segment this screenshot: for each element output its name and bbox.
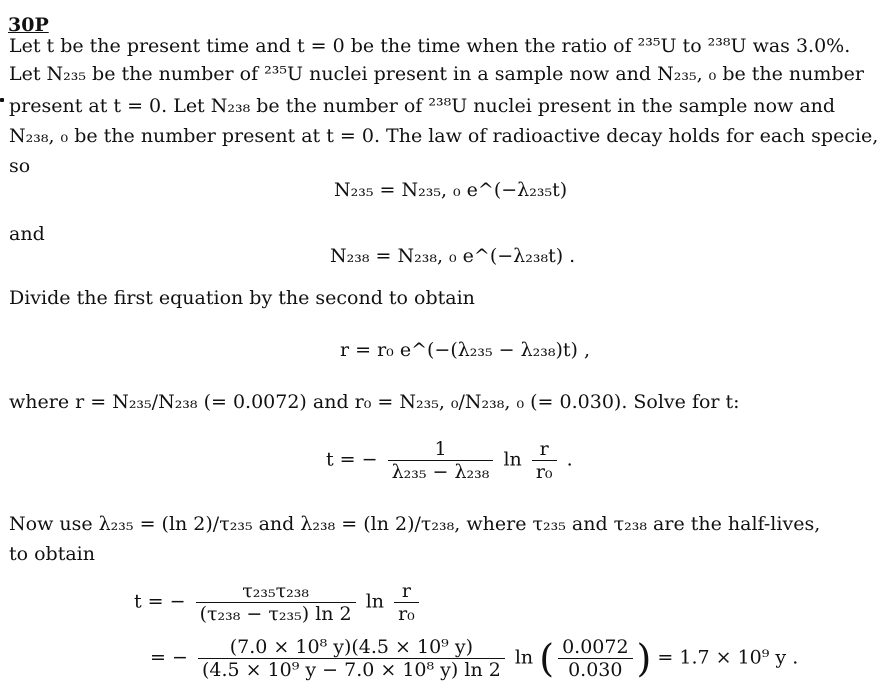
para1-line4: N₂₃₈, ₀ be the number present at t = 0. The law of radioactive decay holds for each specie, [9, 125, 879, 147]
eq6-lhs: = − [150, 646, 188, 669]
para1-line1: Let t be the present time and t = 0 be the time when the ratio of ²³⁵U to ²³⁸U was 3.0%. [9, 35, 851, 57]
eq5-ratio-num: r [394, 580, 419, 603]
equation-t-solve [326, 438, 573, 483]
where-text: where r = N₂₃₅/N₂₃₈ (= 0.0072) and r₀ = N₂₃₅, ₀/N₂₃₈, ₀ (= 0.030). Solve for t: [9, 391, 740, 413]
para1-line5: so [9, 155, 31, 177]
equation-n235: N₂₃₅ = N₂₃₅, ₀ e^(−λ₂₃₅t) [334, 179, 568, 201]
equation-t-halflife [134, 580, 423, 625]
eq6-inner-den: 0.030 [568, 659, 623, 681]
nowuse-line2: to obtain [9, 543, 95, 565]
para1-line2: Let N₂₃₅ be the number of ²³⁵U nuclei present in a sample now and N₂₃₅, ₀ be the number [9, 63, 864, 85]
eq6-inner-num: 0.0072 [558, 636, 632, 659]
eq4-lhs: t = − [326, 448, 378, 471]
eq6-fraction [198, 636, 505, 681]
eq4-numerator: 1 [388, 438, 494, 461]
eq5-ratio-den: r₀ [398, 603, 415, 625]
para1-line3: present at t = 0. Let N₂₃₈ be the number of ²³⁸U nuclei present in the sample now and [9, 95, 836, 117]
divide-text: Divide the first equation by the second to obtain [9, 287, 475, 309]
eq6-denominator: (4.5 × 10⁹ y − 7.0 × 10⁸ y) ln 2 [201, 659, 501, 681]
margin-mark [0, 98, 4, 102]
eq4-ratio-num: r [532, 438, 557, 461]
eq4-ratio-den: r₀ [535, 461, 553, 483]
eq5-ratio-fraction [394, 580, 419, 625]
problem-number: 30P [8, 14, 49, 36]
eq5-numerator: τ₂₃₅τ₂₃₈ [196, 580, 356, 603]
eq6-inner-fraction [558, 636, 632, 681]
equation-numeric [150, 636, 798, 681]
eq4-ratio-fraction [532, 438, 557, 483]
eq5-ln: ln [365, 590, 385, 613]
equation-ratio: r = r₀ e^(−(λ₂₃₅ − λ₂₃₈)t) , [340, 339, 591, 361]
left-paren: ( [539, 636, 555, 681]
and-word: and [9, 223, 45, 245]
eq4-tail: . [566, 448, 573, 471]
eq4-fraction [388, 438, 494, 483]
eq5-fraction [196, 580, 356, 625]
eq6-ln: ln [514, 646, 534, 669]
eq4-denominator: λ₂₃₅ − λ₂₃₈ [391, 461, 490, 483]
eq4-ln: ln [503, 448, 522, 471]
eq6-result: = 1.7 × 10⁹ y . [657, 646, 799, 669]
eq6-numerator: (7.0 × 10⁸ y)(4.5 × 10⁹ y) [198, 636, 505, 659]
eq5-lhs: t = − [134, 590, 186, 613]
right-paren: ) [636, 636, 652, 681]
eq5-denominator: (τ₂₃₈ − τ₂₃₅) ln 2 [199, 603, 352, 625]
nowuse-line1: Now use λ₂₃₅ = (ln 2)/τ₂₃₅ and λ₂₃₈ = (ln 2)/τ₂₃₈, where τ₂₃₅ and τ₂₃₈ are the half-lives, [9, 513, 821, 535]
equation-n238: N₂₃₈ = N₂₃₈, ₀ e^(−λ₂₃₈t) . [330, 245, 576, 267]
